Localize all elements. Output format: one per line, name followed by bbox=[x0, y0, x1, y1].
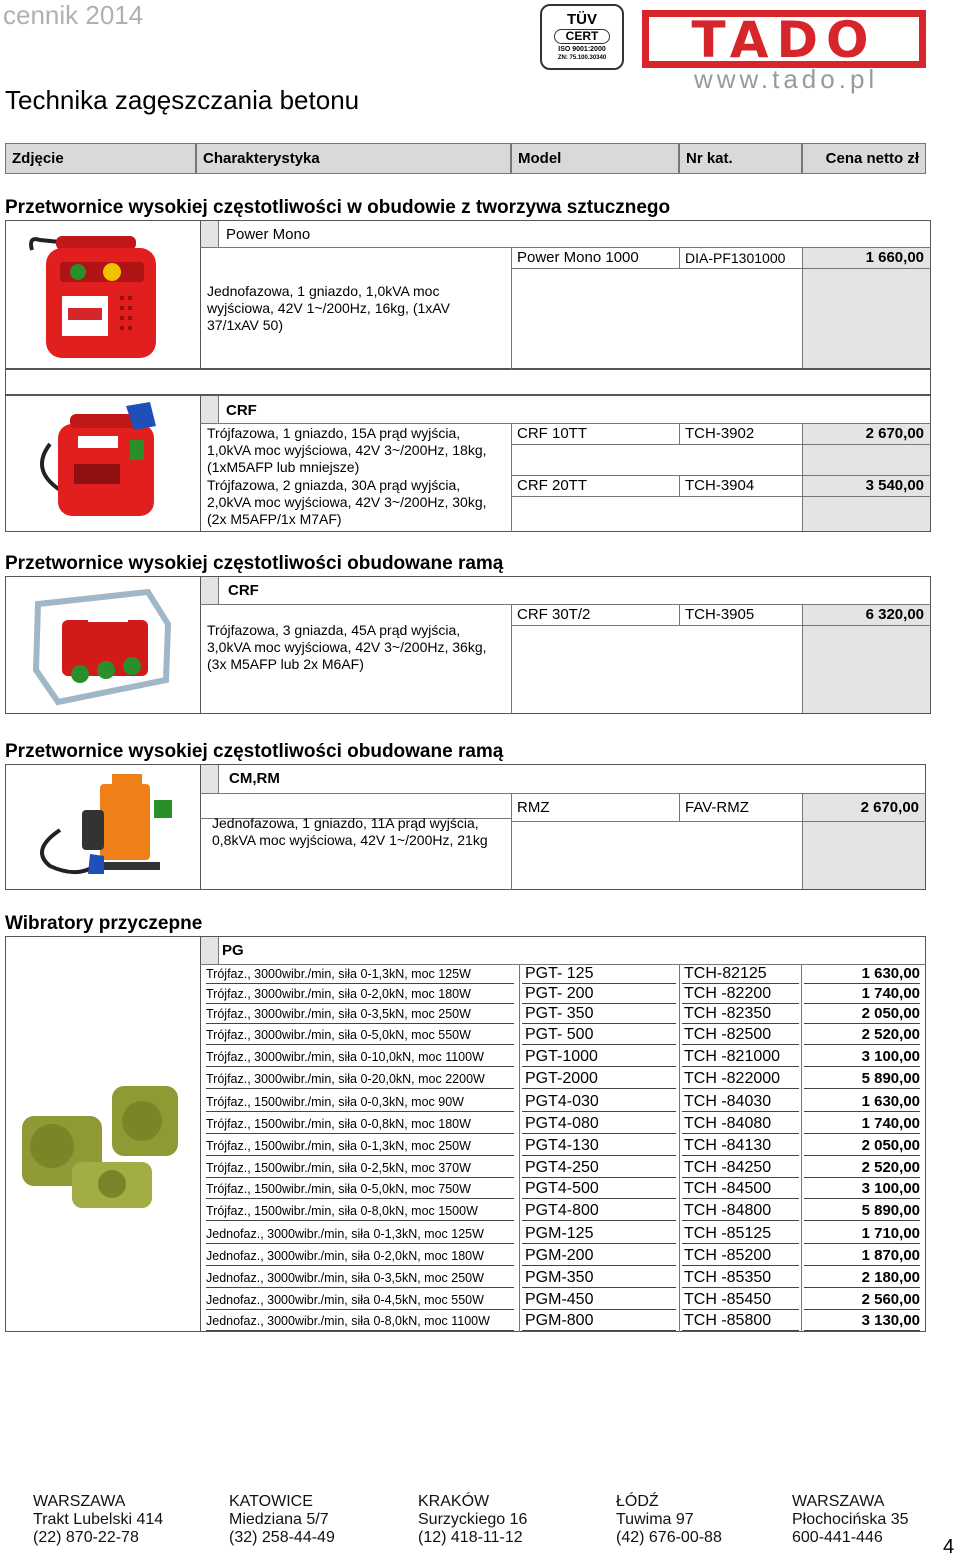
vibrator-model: PGM-125 bbox=[525, 1225, 594, 1242]
row-divider bbox=[522, 1111, 676, 1112]
row-divider bbox=[804, 1198, 920, 1199]
vibrator-price: 1 710,00 bbox=[861, 1225, 920, 1242]
page-number: 4 bbox=[943, 1536, 955, 1558]
section-title: Wibratory przyczepne bbox=[5, 913, 203, 934]
vibrator-catalog-no: TCH -84250 bbox=[684, 1159, 772, 1176]
catalog-no: TCH-3904 bbox=[685, 477, 755, 494]
row-divider bbox=[804, 1088, 920, 1089]
row-divider bbox=[206, 1330, 514, 1331]
vibrator-description: Trójfaz., 1500wibr./min, siła 0-0,8kN, moc 180W bbox=[206, 1117, 471, 1131]
vibrator-description: Trójfaz., 1500wibr./min, siła 0-0,3kN, moc 90W bbox=[206, 1095, 464, 1109]
row-divider bbox=[206, 1111, 514, 1112]
row-divider bbox=[804, 1287, 920, 1288]
vibrator-catalog-no: TCH -84130 bbox=[684, 1137, 772, 1154]
row-divider bbox=[206, 1023, 514, 1024]
vibrator-model: PGT4-800 bbox=[525, 1202, 599, 1219]
vibrator-catalog-no: TCH-82125 bbox=[684, 965, 767, 982]
vibrator-model: PGT4-130 bbox=[525, 1137, 599, 1154]
row-divider bbox=[522, 1044, 676, 1045]
model: Power Mono 1000 bbox=[517, 249, 639, 266]
vibrator-description: Trójfaz., 3000wibr./min, siła 0-2,0kN, moc 180W bbox=[206, 987, 471, 1001]
catalog-no: TCH-3905 bbox=[685, 606, 755, 623]
office-katowice: KATOWICE Miedziana 5/7 (32) 258-44-49 bbox=[229, 1493, 335, 1546]
product-block bbox=[5, 369, 931, 395]
product-name: CRF bbox=[226, 402, 257, 419]
row-divider bbox=[522, 1023, 676, 1024]
vibrator-catalog-no: TCH -85450 bbox=[684, 1291, 772, 1308]
vibrator-price: 1 630,00 bbox=[861, 1093, 920, 1110]
row-divider bbox=[206, 1287, 514, 1288]
vibrator-price: 2 050,00 bbox=[861, 1005, 920, 1022]
vibrator-description: Jednofaz., 3000wibr./min, siła 0-1,3kN, moc 125W bbox=[206, 1227, 484, 1241]
vibrator-price: 2 520,00 bbox=[861, 1159, 920, 1176]
power-mono-image bbox=[20, 226, 160, 362]
crf-image bbox=[30, 400, 180, 524]
row-divider bbox=[206, 1088, 514, 1089]
vibrator-catalog-no: TCH -82350 bbox=[684, 1005, 772, 1022]
section-title: Przetwornice wysokiej częstotliwości w obudowie z tworzywa sztucznego bbox=[5, 197, 671, 218]
model: CRF 10TT bbox=[517, 425, 588, 442]
product-description: Trójfazowa, 1 gniazdo, 15A prąd wyjścia, 1,0kVA moc wyjściowa, 42V 3~/200Hz, 18kg, (1xM5AFP lub mniejsze) bbox=[207, 425, 487, 475]
row-divider bbox=[682, 1309, 799, 1310]
row-divider bbox=[682, 1023, 799, 1024]
vibrator-catalog-no: TCH -84080 bbox=[684, 1115, 772, 1132]
row-divider bbox=[804, 1265, 920, 1266]
vibrator-catalog-no: TCH -85125 bbox=[684, 1225, 772, 1242]
page-title: Technika zagęszczania betonu bbox=[5, 85, 360, 115]
vibrator-price: 3 100,00 bbox=[861, 1048, 920, 1065]
row-divider bbox=[804, 1330, 920, 1331]
row-divider bbox=[522, 1309, 676, 1310]
row-divider bbox=[804, 1023, 920, 1024]
row-divider bbox=[682, 1220, 799, 1221]
row-divider bbox=[682, 1198, 799, 1199]
price: 2 670,00 bbox=[860, 799, 919, 816]
vibrator-catalog-no: TCH -85350 bbox=[684, 1269, 772, 1286]
vibrator-catalog-no: TCH -84500 bbox=[684, 1180, 772, 1197]
row-divider bbox=[522, 1198, 676, 1199]
row-divider bbox=[206, 1265, 514, 1266]
col-net-price: Cena netto zł bbox=[802, 143, 926, 174]
row-divider bbox=[206, 1177, 514, 1178]
row-divider bbox=[522, 1330, 676, 1331]
row-divider bbox=[682, 1287, 799, 1288]
vibrator-model: PGM-200 bbox=[525, 1247, 594, 1264]
catalog-no: FAV-RMZ bbox=[685, 799, 749, 816]
row-divider bbox=[804, 1220, 920, 1221]
row-divider bbox=[522, 1155, 676, 1156]
vibrator-description: Jednofaz., 3000wibr./min, siła 0-2,0kN, moc 180W bbox=[206, 1249, 484, 1263]
vibrator-model: PGT- 350 bbox=[525, 1005, 594, 1022]
vibrator-description: Jednofaz., 3000wibr./min, siła 0-8,0kN, moc 1100W bbox=[206, 1314, 490, 1328]
vibrator-catalog-no: TCH -82500 bbox=[684, 1026, 772, 1043]
vibrator-catalog-no: TCH -85800 bbox=[684, 1312, 772, 1329]
model: CRF 20TT bbox=[517, 477, 588, 494]
office-warszawa-2: WARSZAWA Płochocińska 35 600-441-446 bbox=[792, 1493, 909, 1546]
cm-rm-image bbox=[30, 770, 180, 882]
row-divider bbox=[804, 1044, 920, 1045]
catalog-no: TCH-3902 bbox=[685, 425, 755, 442]
product-description: Trójfazowa, 2 gniazda, 30A prąd wyjścia, 2,0kVA moc wyjściowa, 42V 3~/200Hz, 30kg, (2x M5AFP/1x M7AF) bbox=[207, 477, 487, 527]
tuv-cert-badge: TÜV CERT ISO 9001:2000 ZN: 75.100.30340 bbox=[540, 4, 624, 70]
office-warszawa-1: WARSZAWA Trakt Lubelski 414 (22) 870-22-78 bbox=[33, 1493, 164, 1546]
row-divider bbox=[804, 1309, 920, 1310]
row-divider bbox=[804, 1111, 920, 1112]
vibrator-description: Trójfaz., 3000wibr./min, siła 0-20,0kN, moc 2200W bbox=[206, 1072, 485, 1086]
vibrator-model: PGT- 200 bbox=[525, 985, 594, 1002]
row-divider bbox=[682, 1155, 799, 1156]
vibrator-price: 2 050,00 bbox=[861, 1137, 920, 1154]
row-divider bbox=[206, 1309, 514, 1310]
row-divider bbox=[522, 1243, 676, 1244]
vibrator-description: Trójfaz., 1500wibr./min, siła 0-1,3kN, moc 250W bbox=[206, 1139, 471, 1153]
row-divider bbox=[522, 1088, 676, 1089]
tado-logo: TADO bbox=[642, 10, 926, 68]
vibrator-price: 1 740,00 bbox=[861, 985, 920, 1002]
vibrator-model: PGT- 500 bbox=[525, 1026, 594, 1043]
row-divider bbox=[206, 1220, 514, 1221]
row-divider bbox=[682, 1265, 799, 1266]
row-divider bbox=[682, 1133, 799, 1134]
row-divider bbox=[804, 1133, 920, 1134]
vibrator-model: PGT4-030 bbox=[525, 1093, 599, 1110]
vibrator-description: Trójfaz., 1500wibr./min, siła 0-8,0kN, moc 1500W bbox=[206, 1204, 478, 1218]
col-characteristics: Charakterystyka bbox=[196, 143, 511, 174]
vibrator-price: 2 560,00 bbox=[861, 1291, 920, 1308]
vibrator-description: Trójfaz., 1500wibr./min, siła 0-5,0kN, moc 750W bbox=[206, 1182, 471, 1196]
crf-frame-image bbox=[28, 584, 178, 708]
product-description: Jednofazowa, 1 gniazdo, 1,0kVA moc wyjściowa, 42V 1~/200Hz, 16kg, (1xAV 37/1xAV 50) bbox=[207, 283, 450, 333]
row-divider bbox=[804, 1243, 920, 1244]
vibrator-model: PGT- 125 bbox=[525, 965, 594, 982]
row-divider bbox=[682, 1177, 799, 1178]
vibrator-description: Jednofaz., 3000wibr./min, siła 0-3,5kN, moc 250W bbox=[206, 1271, 484, 1285]
row-divider bbox=[522, 1287, 676, 1288]
vibrator-price: 3 130,00 bbox=[861, 1312, 920, 1329]
vibrator-model: PGT4-080 bbox=[525, 1115, 599, 1132]
vibrator-image bbox=[12, 1066, 192, 1216]
col-photo: Zdjęcie bbox=[5, 143, 196, 174]
row-divider bbox=[206, 1133, 514, 1134]
price: 3 540,00 bbox=[865, 477, 924, 494]
vibrator-description: Trójfaz., 3000wibr./min, siła 0-10,0kN, moc 1100W bbox=[206, 1050, 484, 1064]
row-divider bbox=[206, 1198, 514, 1199]
row-divider bbox=[804, 1066, 920, 1067]
row-divider bbox=[682, 1111, 799, 1112]
row-divider bbox=[522, 1066, 676, 1067]
vibrator-price: 1 630,00 bbox=[861, 965, 920, 982]
row-divider bbox=[804, 1177, 920, 1178]
col-model: Model bbox=[511, 143, 679, 174]
vibrator-price: 5 890,00 bbox=[861, 1070, 920, 1087]
row-divider bbox=[206, 1155, 514, 1156]
row-divider bbox=[682, 1044, 799, 1045]
price: 2 670,00 bbox=[865, 425, 924, 442]
vibrator-price: 1 870,00 bbox=[861, 1247, 920, 1264]
row-divider bbox=[206, 1066, 514, 1067]
vibrator-model: PGT-1000 bbox=[525, 1048, 598, 1065]
price-list-year: cennik 2014 bbox=[3, 0, 144, 30]
product-name: CM,RM bbox=[229, 770, 280, 787]
price: 1 660,00 bbox=[865, 249, 924, 266]
row-divider bbox=[522, 1220, 676, 1221]
vibrator-model: PGM-800 bbox=[525, 1312, 594, 1329]
vibrator-description: Jednofaz., 3000wibr./min, siła 0-4,5kN, moc 550W bbox=[206, 1293, 484, 1307]
vibrator-model: PGM-350 bbox=[525, 1269, 594, 1286]
row-divider bbox=[682, 1066, 799, 1067]
office-lodz: ŁÓDŹ Tuwima 97 (42) 676-00-88 bbox=[616, 1493, 722, 1546]
vibrator-price: 5 890,00 bbox=[861, 1202, 920, 1219]
section-title: Przetwornice wysokiej częstotliwości obudowane ramą bbox=[5, 741, 504, 762]
vibrator-catalog-no: TCH -84800 bbox=[684, 1202, 772, 1219]
website: www.tado.pl bbox=[694, 64, 879, 94]
vibrator-catalog-no: TCH -84030 bbox=[684, 1093, 772, 1110]
vibrator-description: Trójfaz., 3000wibr./min, siła 0-1,3kN, moc 125W bbox=[206, 967, 471, 981]
model: RMZ bbox=[517, 799, 550, 816]
vibrator-description: Trójfaz., 3000wibr./min, siła 0-3,5kN, moc 250W bbox=[206, 1007, 471, 1021]
row-divider bbox=[206, 1243, 514, 1244]
vibrator-price: 3 100,00 bbox=[861, 1180, 920, 1197]
row-divider bbox=[522, 1265, 676, 1266]
product-name: CRF bbox=[228, 582, 259, 599]
row-divider bbox=[522, 1133, 676, 1134]
vibrator-price: 2 180,00 bbox=[861, 1269, 920, 1286]
vibrator-catalog-no: TCH -82200 bbox=[684, 985, 772, 1002]
section-title: Przetwornice wysokiej częstotliwości obudowane ramą bbox=[5, 553, 504, 574]
row-divider bbox=[682, 1088, 799, 1089]
row-divider bbox=[682, 1330, 799, 1331]
product-name: PG bbox=[222, 942, 244, 959]
vibrator-model: PGM-450 bbox=[525, 1291, 594, 1308]
row-divider bbox=[804, 1155, 920, 1156]
product-name: Power Mono bbox=[226, 226, 311, 243]
price: 6 320,00 bbox=[865, 606, 924, 623]
vibrator-catalog-no: TCH -822000 bbox=[684, 1070, 781, 1087]
product-description: Trójfazowa, 3 gniazda, 45A prąd wyjścia, 3,0kVA moc wyjściowa, 42V 3~/200Hz, 36kg, (3x M5AFP lub 2x M6AF) bbox=[207, 622, 487, 672]
vibrator-catalog-no: TCH -821000 bbox=[684, 1048, 781, 1065]
vibrator-description: Trójfaz., 3000wibr./min, siła 0-5,0kN, moc 550W bbox=[206, 1028, 471, 1042]
col-catalog-no: Nr kat. bbox=[679, 143, 802, 174]
vibrator-catalog-no: TCH -85200 bbox=[684, 1247, 772, 1264]
office-krakow: KRAKÓW Surzyckiego 16 (12) 418-11-12 bbox=[418, 1493, 528, 1546]
vibrator-model: PGT4-250 bbox=[525, 1159, 599, 1176]
vibrator-price: 1 740,00 bbox=[861, 1115, 920, 1132]
catalog-no: DIA-PF1301000 bbox=[685, 250, 786, 266]
model: CRF 30T/2 bbox=[517, 606, 591, 623]
row-divider bbox=[522, 1177, 676, 1178]
vibrator-model: PGT4-500 bbox=[525, 1180, 599, 1197]
vibrator-model: PGT-2000 bbox=[525, 1070, 598, 1087]
row-divider bbox=[206, 1044, 514, 1045]
vibrator-price: 2 520,00 bbox=[861, 1026, 920, 1043]
row-divider bbox=[682, 1243, 799, 1244]
product-description: Jednofazowa, 1 gniazdo, 11A prąd wyjścia, 0,8kVA moc wyjściowa, 42V 1~/200Hz, 21kg bbox=[212, 815, 488, 848]
vibrator-description: Trójfaz., 1500wibr./min, siła 0-2,5kN, moc 370W bbox=[206, 1161, 471, 1175]
